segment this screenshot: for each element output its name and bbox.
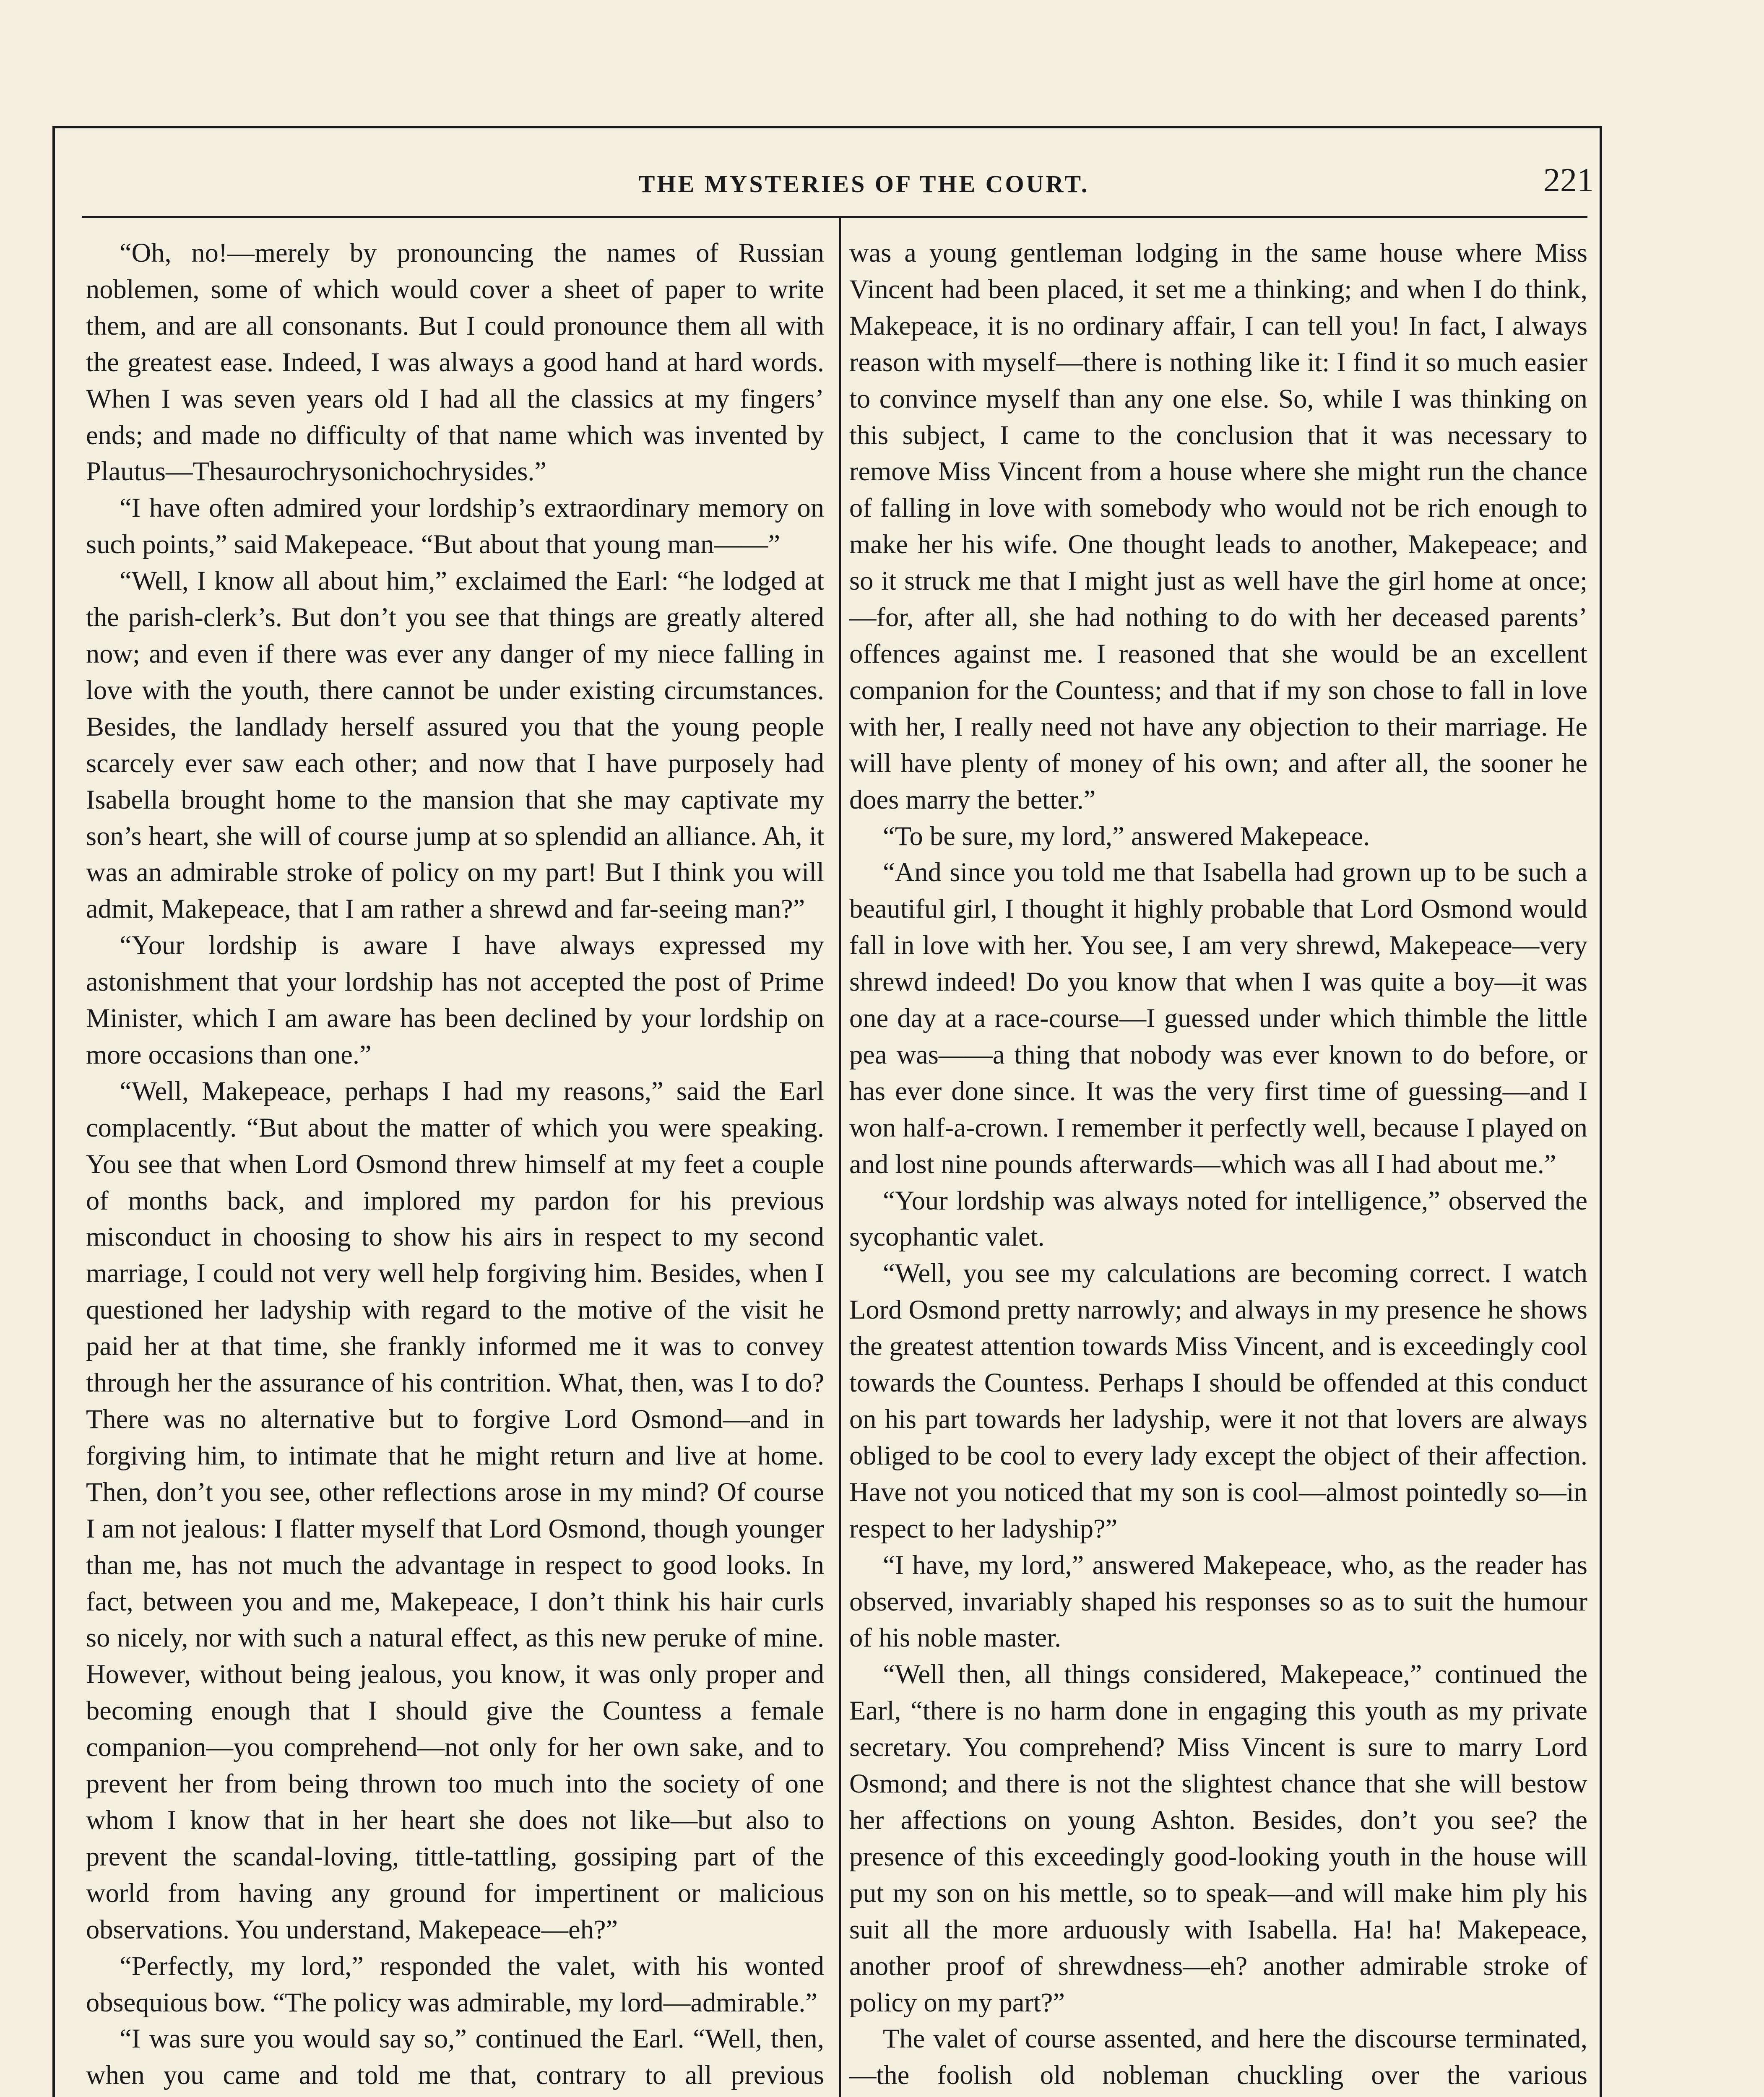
left-border-rule — [52, 126, 55, 2097]
running-head: THE MYSTERIES OF THE COURT. — [638, 170, 1090, 198]
paragraph: “Your lordship is aware I have always expressed my astonishment that your lordship has not accepted the post of Prime Minister, which I am aware has been declined by your lordship on more occasions than one.” — [86, 930, 824, 1069]
paragraph: “I have, my lord,” answered Makepeace, who, as the reader has observed, invariably shaped his responses so as to suit the humour of his noble master. — [849, 1550, 1587, 1653]
paragraph: “Well, you see my calculations are becoming correct. I watch Lord Osmond pretty narrowly; and always in my presence he shows the greatest attention towards Miss Vincent, and is exceedingly cool towards the Countess. Perhaps I should be offended at this conduct on his part towards her ladyship, were it not that lovers are always obliged to be cool to every lady except the object of their affection. Have not you noticed that my son is cool—almost pointedly so—in respect to her ladyship?” — [849, 1258, 1587, 1543]
column-divider — [839, 218, 841, 2097]
left-column — [86, 235, 824, 2097]
paragraph: “Oh, no!—merely by pronouncing the names of Russian noblemen, some of which would cover a sheet of paper to write them, and are all consonants. But I could pronounce them all with the greatest ease. Indeed, I was always a good hand at hard words. When I was seven years old I had all the classics at my fingers’ ends; and made no difficulty of that name which was invented by Plautus—Thesaurochrysonichochrysides.” — [86, 238, 824, 487]
page-number: 221 — [1543, 162, 1594, 199]
paragraph: “Well then, all things considered, Makepeace,” continued the Earl, “there is no harm done in engaging this youth as my private secretary. You comprehend? Miss Vincent is sure to marry Lord Osmond; and there is not the slightest chance that she will bestow her affections on young Ashton. Besides, don’t you see? the presence of this exceedingly good-looking youth in the house will put my son on his mettle, so to speak—and will make him ply his suit all the more arduously with Isabella. Ha! ha! Makepeace, another proof of shrewdness—eh? another admirable stroke of policy on my part?” — [849, 1659, 1587, 2017]
header-rule — [82, 216, 1587, 218]
paragraph: “I was sure you would say so,” continued the Earl. “Well, then, when you came and told me that, contrary to all previous — [86, 2024, 824, 2090]
right-border-rule — [1600, 126, 1602, 2097]
paragraph: The valet of course assented, and here the discourse terminated,—the foolish old nobleman chuckling over the various — [849, 2024, 1587, 2090]
paragraph: “Well, I know all about him,” exclaimed the Earl: “he lodged at the parish-clerk’s. But don’t you see that things are greatly altered now; and even if there was ever any danger of my niece falling in love with the youth, there cannot be under existing circumstances. Besides, the landlady herself assured you that the young people scarcely ever saw each other; and now that I have purposely had Isabella brought home to the mansion that she may captivate my son’s heart, she will of course jump at so splendid an alliance. Ah, it was an admirable stroke of policy on my part! But I think you will admit, Makepeace, that I am rather a shrewd and far-seeing man?” — [86, 566, 824, 924]
paragraph: “Well, Makepeace, perhaps I had my reasons,” said the Earl complacently. “But about the matter of which you were speaking. You see that when Lord Osmond threw himself at my feet a couple of months back, and implored my pardon for his previous misconduct in choosing to show his airs in respect to my second marriage, I could not very well help forgiving him. Besides, when I questioned her ladyship with regard to the motive of the visit he paid her at that time, she frankly informed me it was to convey through her the assurance of his contrition. What, then, was I to do? There was no alternative but to forgive Lord Osmond—and in forgiving him, to intimate that he might return and live at home. Then, don’t you see, other reflections arose in my mind? Of course I am not jealous: I flatter myself that Lord Osmond, though younger than me, has not much the advantage in respect to good looks. In fact, between you and me, Makepeace, I don’t think his hair curls so nicely, nor with such a natural effect, as this new peruke of mine. However, without being jealous, you know, it was only proper and becoming enough that I should give the Countess a female companion—you comprehend—not only for her own sake, and to prevent her from being thrown too much into the society of one whom I know that in her heart she does not like—but also to prevent the scandal-loving, tittle-tattling, gossiping part of the world from having any ground for impertinent or malicious observations. You understand, Makepeace—eh?” — [86, 1076, 824, 1944]
paragraph: “I have often admired your lordship’s extraordinary memory on such points,” said Makepeace. “But about that young man——” — [86, 493, 824, 559]
paragraph: “Perfectly, my lord,” responded the valet, with his wonted obsequious bow. “The policy was admirable, my lord—admirable.” — [86, 1951, 824, 2017]
paragraph: “And since you told me that Isabella had grown up to be such a beautiful girl, I thought it highly probable that Lord Osmond would fall in love with her. You see, I am very shrewd, Makepeace—very shrewd indeed! Do you know that when I was quite a boy—it was one day at a race-course—I guessed under which thimble the little pea was——a thing that nobody was ever known to do before, or has ever done since. It was the very first time of guessing—and I won half-a-crown. I remember it perfectly well, because I played on and lost nine pounds afterwards—which was all I had about me.” — [849, 857, 1587, 1179]
paragraph: “To be sure, my lord,” answered Makepeace. — [883, 821, 1370, 851]
paragraph: “Your lordship was always noted for intelligence,” observed the sycophantic valet. — [849, 1185, 1587, 1252]
top-border-rule — [52, 126, 1602, 128]
paragraph-continuation: was a young gentleman lodging in the same house where Miss Vincent had been placed, it set me a thinking; and when I do think, Makepeace, it is no ordinary affair, I can tell you! In fact, I always reason with myself—there is nothing like it: I find it so much easier to convince myself than any one else. So, while I was thinking on this subject, I came to the conclusion that it was necessary to remove Miss Vincent from a house where she might run the chance of falling in love with somebody who would not be rich enough to make her his wife. One thought leads to another, Makepeace; and so it struck me that I might just as well have the girl home at once;—for, after all, she had nothing to do with her deceased parents’ offences against me. I reasoned that she would be an excellent companion for the Countess; and that if my son chose to fall in love with her, I really need not have any objection to their marriage. He will have plenty of money of his own; and after all, the sooner he does marry the better.” — [849, 238, 1587, 814]
right-column — [849, 235, 1587, 2097]
